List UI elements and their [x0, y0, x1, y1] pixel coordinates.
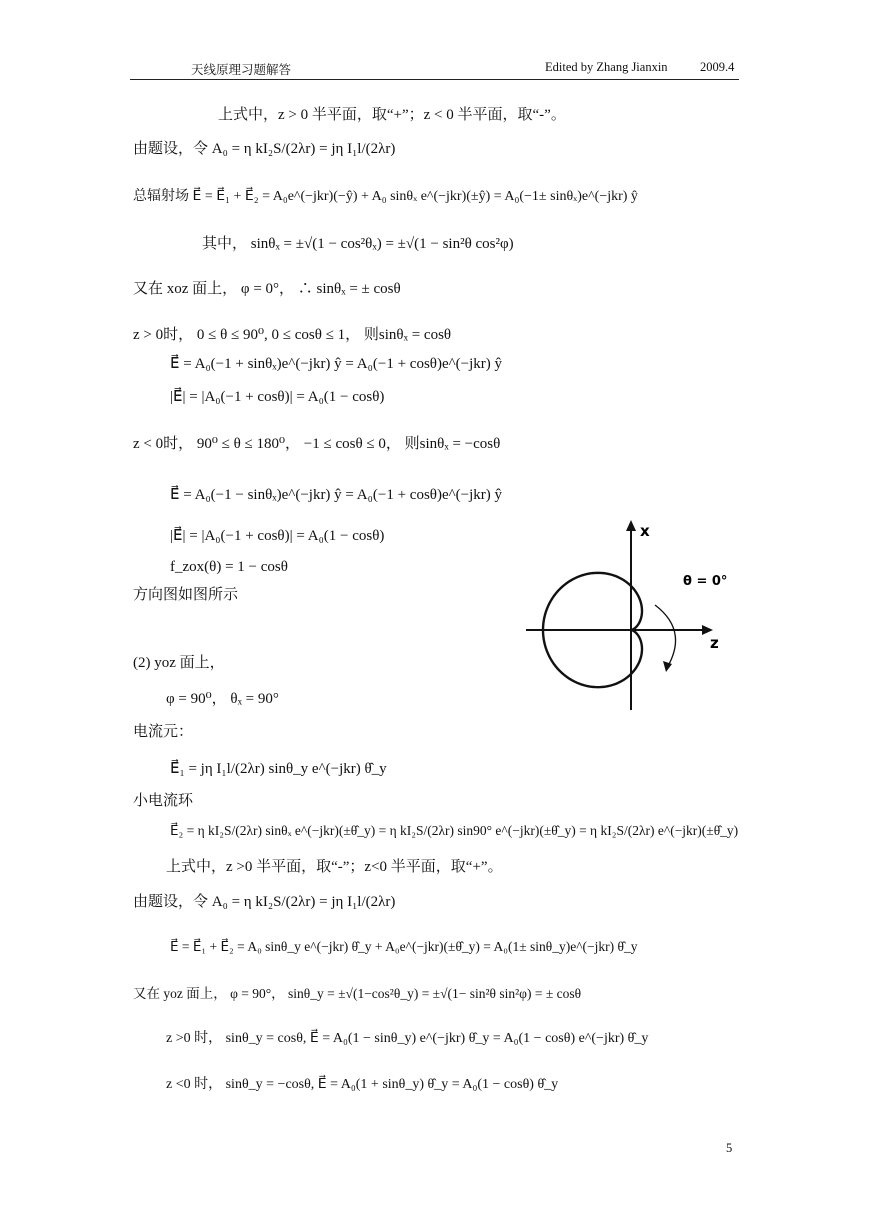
text-line-l12: f_zox(θ) = 1 − cosθ — [170, 559, 288, 575]
text-line-l18: 小电流环 — [133, 793, 194, 809]
text-line-l19: E⃗₂ = η kI₂S/(2λr) sinθₓ e^(−jkr)(±θ̂_y) = η kI₂S/(2λr) sin90° e^(−jkr)(±θ̂_y) = η kI₂S/(2λr) e^(−jkr)(±θ̂_y) — [170, 823, 739, 838]
text-line-l25: z <0 时， sinθ_y = −cosθ, E⃗ = A₀(1 + sinθ_y) θ̂_y = A₀(1 − cosθ) θ̂_y — [166, 1077, 559, 1092]
header-editor: Edited by Zhang Jianxin — [545, 60, 668, 74]
page-number: 5 — [726, 1141, 733, 1155]
text-line-l4: 其中， sinθₓ = ±√(1 − cos²θₓ) = ±√(1 − sin²θ cos²φ) — [202, 236, 514, 252]
header-date: 2009.4 — [700, 60, 735, 74]
text-line-l10: E⃗ = A₀(−1 − sinθₓ)e^(−jkr) ŷ = A₀(−1 + cosθ)e^(−jkr) ŷ — [170, 487, 503, 503]
text-line-l1: 上式中，z > 0 半平面，取“+”；z < 0 半平面，取“-”。 — [218, 107, 566, 123]
text-line-l16: 电流元： — [133, 724, 194, 740]
text-line-l14: (2) yoz 面上， — [133, 655, 225, 671]
z-axis-label: z — [710, 634, 719, 652]
text-line-l15: φ = 90⁰， θₓ = 90° — [166, 691, 279, 707]
text-line-l7: E⃗ = A₀(−1 + sinθₓ)e^(−jkr) ŷ = A₀(−1 + cosθ)e^(−jkr) ŷ — [170, 356, 503, 372]
text-line-l24: z >0 时， sinθ_y = cosθ, E⃗ = A₀(1 − sinθ_y) e^(−jkr) θ̂_y = A₀(1 − cosθ) e^(−jkr) θ̂_y — [166, 1031, 649, 1046]
text-line-l17: E⃗₁ = jη I₁l/(2λr) sinθ_y e^(−jkr) θ̂_y — [170, 761, 387, 777]
radiation-pattern-figure — [520, 518, 760, 718]
text-line-l23: 又在 yoz 面上， φ = 90°， sinθ_y = ±√(1−cos²θ_y) = ±√(1− sin²θ sin²φ) = ± cosθ — [133, 986, 582, 1001]
text-line-l6: z > 0时， 0 ≤ θ ≤ 90⁰, 0 ≤ cosθ ≤ 1， 则sinθₓ = cosθ — [133, 327, 452, 343]
text-line-l9: z < 0时， 90⁰ ≤ θ ≤ 180⁰， −1 ≤ cosθ ≤ 0， 则sinθₓ = −cosθ — [133, 436, 501, 452]
text-line-l20: 上式中，z >0 半平面，取“-”；z<0 半平面，取“+”。 — [166, 859, 503, 875]
x-axis-arrow-icon — [626, 520, 636, 531]
text-line-l5: 又在 xoz 面上， φ = 0°， ∴ sinθₓ = ± cosθ — [133, 281, 401, 297]
theta-label: θ = 0° — [683, 574, 728, 589]
theta-arc — [655, 605, 676, 666]
text-line-l3: 总辐射场 E⃗ = E⃗₁ + E⃗₂ = A₀e^(−jkr)(−ŷ) + A₀ sinθₓ e^(−jkr)(±ŷ) = A₀(−1± sinθₓ)e^(−jkr) ŷ — [133, 189, 638, 204]
text-line-l8: |E⃗| = |A₀(−1 + cosθ)| = A₀(1 − cosθ) — [170, 389, 385, 405]
text-line-l2: 由题设，令 A₀ = η kI₂S/(2λr) = jη I₁l/(2λr) — [133, 141, 396, 157]
text-line-l22: E⃗ = E⃗₁ + E⃗₂ = A₀ sinθ_y e^(−jkr) θ̂_y + A₀e^(−jkr)(±θ̂_y) = A₀(1± sinθ_y)e^(−jkr) θ̂_y — [170, 939, 638, 954]
text-line-l21: 由题设，令 A₀ = η kI₂S/(2λr) = jη I₁l/(2λr) — [133, 894, 396, 910]
header-rule — [130, 79, 739, 80]
text-line-l13: 方向图如图所示 — [133, 587, 239, 603]
x-axis-label: x — [640, 522, 650, 540]
text-line-l11: |E⃗| = |A₀(−1 + cosθ)| = A₀(1 − cosθ) — [170, 528, 385, 544]
header-title: 天线原理习题解答 — [191, 63, 292, 77]
theta-arc-arrow-icon — [663, 661, 672, 672]
